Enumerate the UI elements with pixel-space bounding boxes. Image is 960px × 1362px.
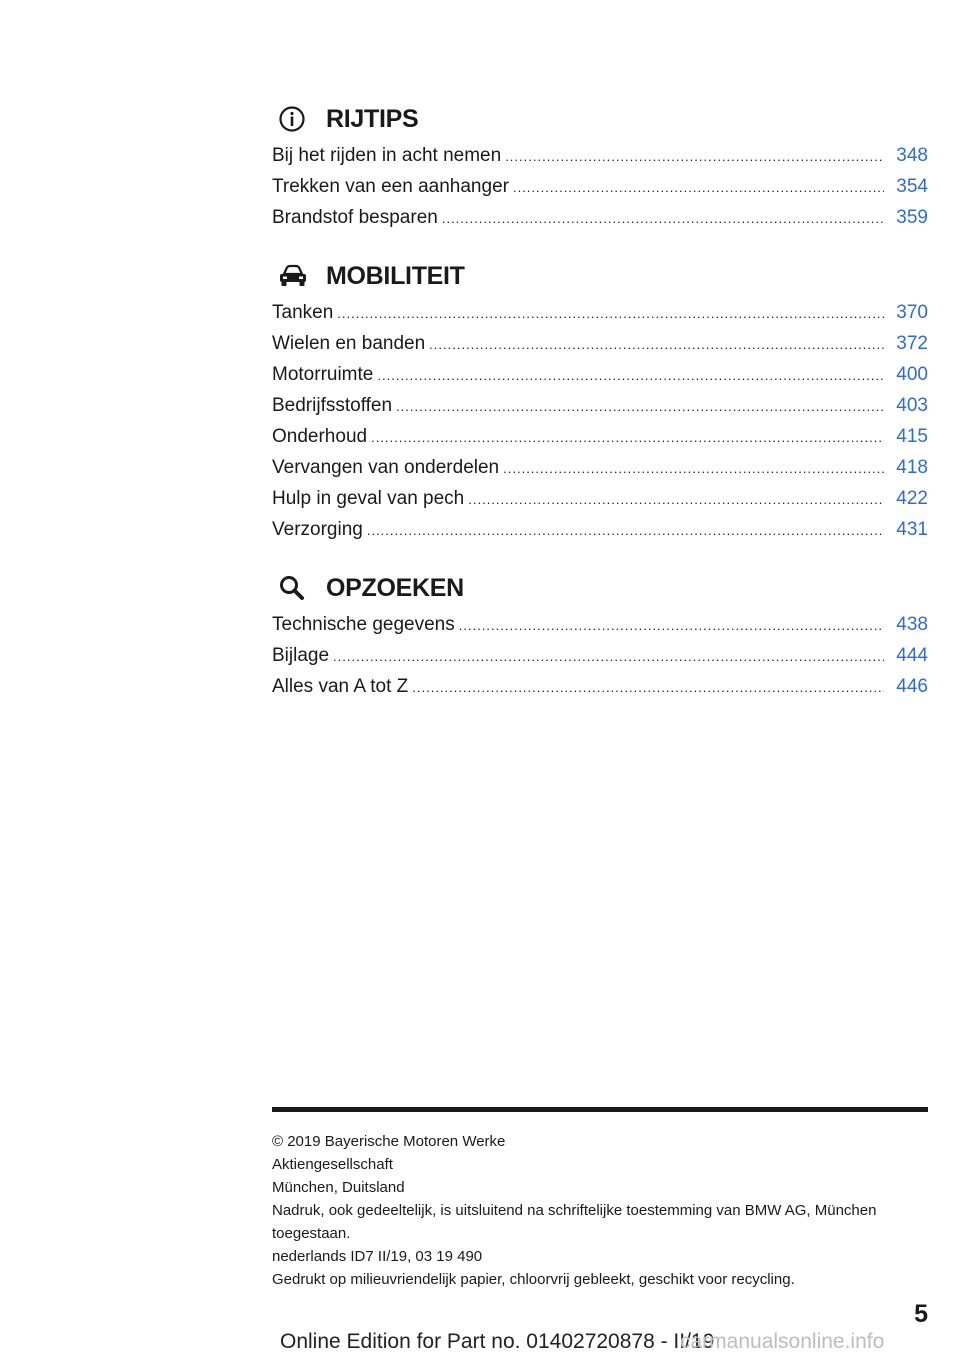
imprint-line: toegestaan. — [272, 1225, 351, 1242]
toc-entry-title: Alles van A tot Z — [272, 676, 409, 697]
page-number: 5 — [914, 1300, 928, 1328]
toc-entry-title: Onderhoud — [272, 426, 368, 447]
toc-entry[interactable] — [272, 421, 928, 452]
leader-dots — [503, 453, 884, 484]
imprint-line: © 2019 Bayerische Motoren Werke — [272, 1133, 506, 1150]
toc-entry[interactable] — [272, 171, 928, 202]
leader-dots — [505, 141, 884, 172]
toc-entry-title: Tanken — [272, 302, 334, 323]
section-title: OPZOEKEN — [326, 573, 464, 602]
toc-entry[interactable] — [272, 140, 928, 171]
toc-page-link[interactable]: 418 — [896, 457, 928, 478]
toc-entry-title: Motorruimte — [272, 364, 374, 385]
toc-entry-title: Bedrijfsstoffen — [272, 395, 393, 416]
imprint-line: Aktiengesellschaft — [272, 1156, 393, 1173]
toc-entry[interactable] — [272, 202, 928, 233]
section-header — [272, 100, 928, 138]
watermark: carmanualsonline.info — [680, 1330, 885, 1353]
toc-entry-title: Wielen en banden — [272, 333, 426, 354]
leader-dots — [513, 172, 884, 203]
toc-page-link[interactable]: 400 — [896, 364, 928, 385]
toc-page-link[interactable]: 372 — [896, 333, 928, 354]
imprint-line: Gedrukt op milieuvriendelijk papier, chloorvrij gebleekt, geschikt voor recycling. — [272, 1271, 795, 1288]
leader-dots — [412, 672, 884, 703]
toc-entry-title: Brandstof besparen — [272, 207, 438, 228]
toc-entry-title: Bijlage — [272, 645, 330, 666]
divider — [272, 1107, 928, 1112]
toc-page-link[interactable]: 446 — [896, 676, 928, 697]
search-icon — [272, 574, 326, 602]
toc-page-link[interactable]: 354 — [896, 176, 928, 197]
toc-entry[interactable] — [272, 609, 928, 640]
imprint-line: München, Duitsland — [272, 1179, 405, 1196]
toc-entry[interactable] — [272, 328, 928, 359]
toc-page-link[interactable]: 444 — [896, 645, 928, 666]
toc-entry[interactable] — [272, 640, 928, 671]
leader-dots — [367, 515, 884, 546]
toc-entry[interactable] — [272, 359, 928, 390]
section-title: RIJTIPS — [326, 104, 419, 133]
leader-dots — [333, 641, 884, 672]
section-opzoeken — [272, 569, 928, 702]
toc-page-link[interactable]: 348 — [896, 145, 928, 166]
toc-entry-title: Trekken van een aanhanger — [272, 176, 509, 197]
toc-entry[interactable] — [272, 671, 928, 702]
toc-page-link[interactable]: 403 — [896, 395, 928, 416]
leader-dots — [468, 484, 884, 515]
toc-page-link[interactable]: 370 — [896, 302, 928, 323]
imprint-line: nederlands ID7 II/19, 03 19 490 — [272, 1248, 483, 1265]
toc-page-link[interactable]: 438 — [896, 614, 928, 635]
section-header — [272, 569, 928, 607]
toc-entry-title: Verzorging — [272, 519, 363, 540]
leader-dots — [371, 422, 884, 453]
leader-dots — [459, 610, 884, 641]
toc-entry-title: Hulp in geval van pech — [272, 488, 465, 509]
info-icon — [272, 105, 326, 133]
edition-line: Online Edition for Part no. 01402720878 - II/19 — [280, 1330, 715, 1353]
leader-dots — [377, 360, 884, 391]
section-mobiliteit — [272, 257, 928, 545]
leader-dots — [429, 329, 884, 360]
toc-entry-title: Vervangen van onderdelen — [272, 457, 500, 478]
toc-page-link[interactable]: 422 — [896, 488, 928, 509]
leader-dots — [442, 203, 884, 234]
toc-entry[interactable] — [272, 390, 928, 421]
section-rijtips — [272, 100, 928, 233]
section-title: MOBILITEIT — [326, 261, 465, 290]
toc-entry-title: Bij het rijden in acht nemen — [272, 145, 502, 166]
table-of-contents — [272, 100, 928, 726]
toc-entry-title: Technische gegevens — [272, 614, 455, 635]
toc-entry[interactable] — [272, 514, 928, 545]
toc-page-link[interactable]: 359 — [896, 207, 928, 228]
toc-page-link[interactable]: 431 — [896, 519, 928, 540]
toc-entry[interactable] — [272, 483, 928, 514]
toc-entry[interactable] — [272, 452, 928, 483]
imprint — [272, 1107, 928, 1291]
leader-dots — [337, 298, 884, 329]
leader-dots — [396, 391, 884, 422]
car-icon — [272, 264, 326, 288]
section-header — [272, 257, 928, 295]
toc-page-link[interactable]: 415 — [896, 426, 928, 447]
toc-entry[interactable] — [272, 297, 928, 328]
imprint-line: Nadruk, ook gedeeltelijk, is uitsluitend na schriftelijke toestemming van BMW AG, München — [272, 1202, 877, 1219]
